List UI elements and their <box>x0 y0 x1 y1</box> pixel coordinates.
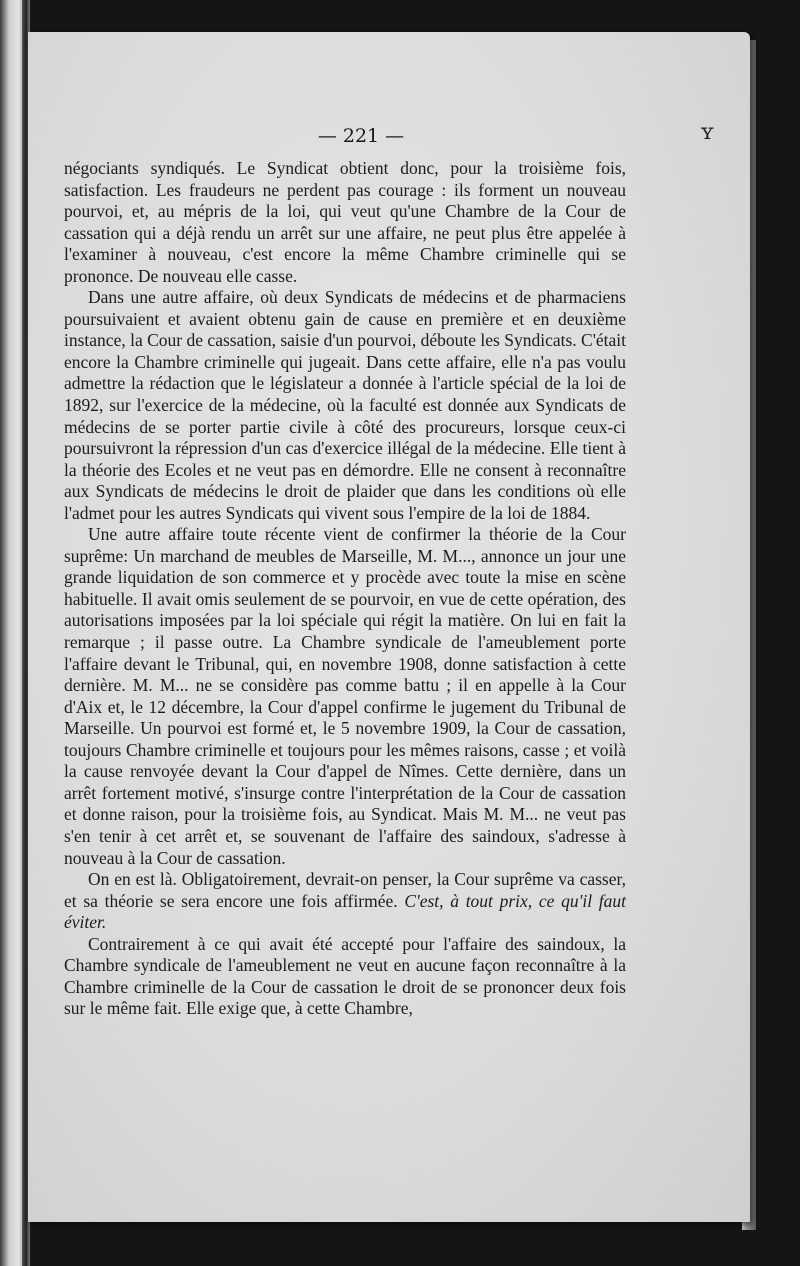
body-text <box>64 158 626 1020</box>
margin-mark: ʏ <box>700 120 715 145</box>
paragraph-text: On en est là. Obligatoirement, devrait-on penser, la Cour suprême va casser, et sa théorie se sera encore une fois affirmée. <box>64 869 626 911</box>
book-page <box>28 32 750 1222</box>
italic-phrase: C'est, à tout prix, ce qu'il faut éviter. <box>64 890 627 933</box>
paragraph-continuation: négociants syndiqués. Le Syndicat obtient donc, pour la troisième fois, satisfaction. Les fraudeurs ne perdent pas courage : ils forment un nouveau pourvoi, et, au mépris de la loi, qui veut qu'une Chambre de la Cour de cassation qui a déjà rendu un arrêt sur une affaire, ne peut plus être appelée à l'examiner à nouveau, c'est encore la même Chambre criminelle qui se prononce. De nouveau elle casse. <box>64 158 626 286</box>
paragraph: Contrairement à ce qui avait été accepté pour l'affaire des saindoux, la Chambre syndicale de l'ameublement ne veut en aucune façon reconnaître à la Chambre criminelle de la Cour de cassation le droit de se prononcer deux fois sur le même fait. Elle exige que, à cette Chambre, <box>64 933 626 1019</box>
paragraph: Une autre affaire toute récente vient de confirmer la théorie de la Cour suprême: Un marchand de meubles de Marseille, M. M..., annonce un jour une grande liquidation de son commerce et y procède avec toute la mise en scène habituelle. Il avait omis seulement de se pourvoir, en vue de cette opération, des autorisations imposées par la loi spéciale qui régit la matière. On lui en fait la remarque ; il passe outre. La Chambre syndicale de l'ameublement porte l'affaire devant le Tribunal, qui, en novembre 1908, donne satisfaction à cette dernière. M. M... ne se considère pas comme battu ; il en appelle à la Cour d'Aix et, le 12 décembre, la Cour d'appel confirme le jugement du Tribunal de Marseille. Un pourvoi est formé et, le 5 novembre 1909, la Cour de cassation, toujours Chambre criminelle et toujours pour les mêmes raisons, casse ; et voilà la cause renvoyée devant la Cour d'appel de Nîmes. Cette dernière, dans un arrêt fortement motivé, s'insurge contre l'interprétation de la Cour de cassation et donne raison, pour la troisième fois, au Syndicat. Mais M. M... ne veut pas s'en tenir à cet arrêt et, se souvenant de l'affaire des saindoux, s'adresse à nouveau à la Cour de cassation. <box>64 524 626 868</box>
paragraph <box>64 869 626 934</box>
paragraph: Dans une autre affaire, où deux Syndicats de médecins et de pharmaciens poursuivaient et avaient obtenu gain de cause en première et en deuxième instance, la Cour de cassation, saisie d'un pourvoi, déboute les Syndicats. C'était encore la Chambre criminelle qui jugeait. Dans cette affaire, elle n'a pas voulu admettre la rédaction que le législateur a donnée à l'article spécial de la loi de 1892, sur l'exercice de la médecine, où la faculté est donnée aux Syndicats de médecins de se porter partie civile à côté des procureurs, lorsque ceux-ci poursuivront la répression d'un cas d'exercice illégal de la médecine. Elle tient à la théorie des Ecoles et ne veut pas en démordre. Elle ne consent à reconnaître aux Syndicats de médecins le droit de plaider que dans les conditions où elle l'admet pour les autres Syndicats qui vivent sous l'empire de la loi de 1884. <box>64 287 626 523</box>
page-number: — 221 — <box>317 125 405 147</box>
